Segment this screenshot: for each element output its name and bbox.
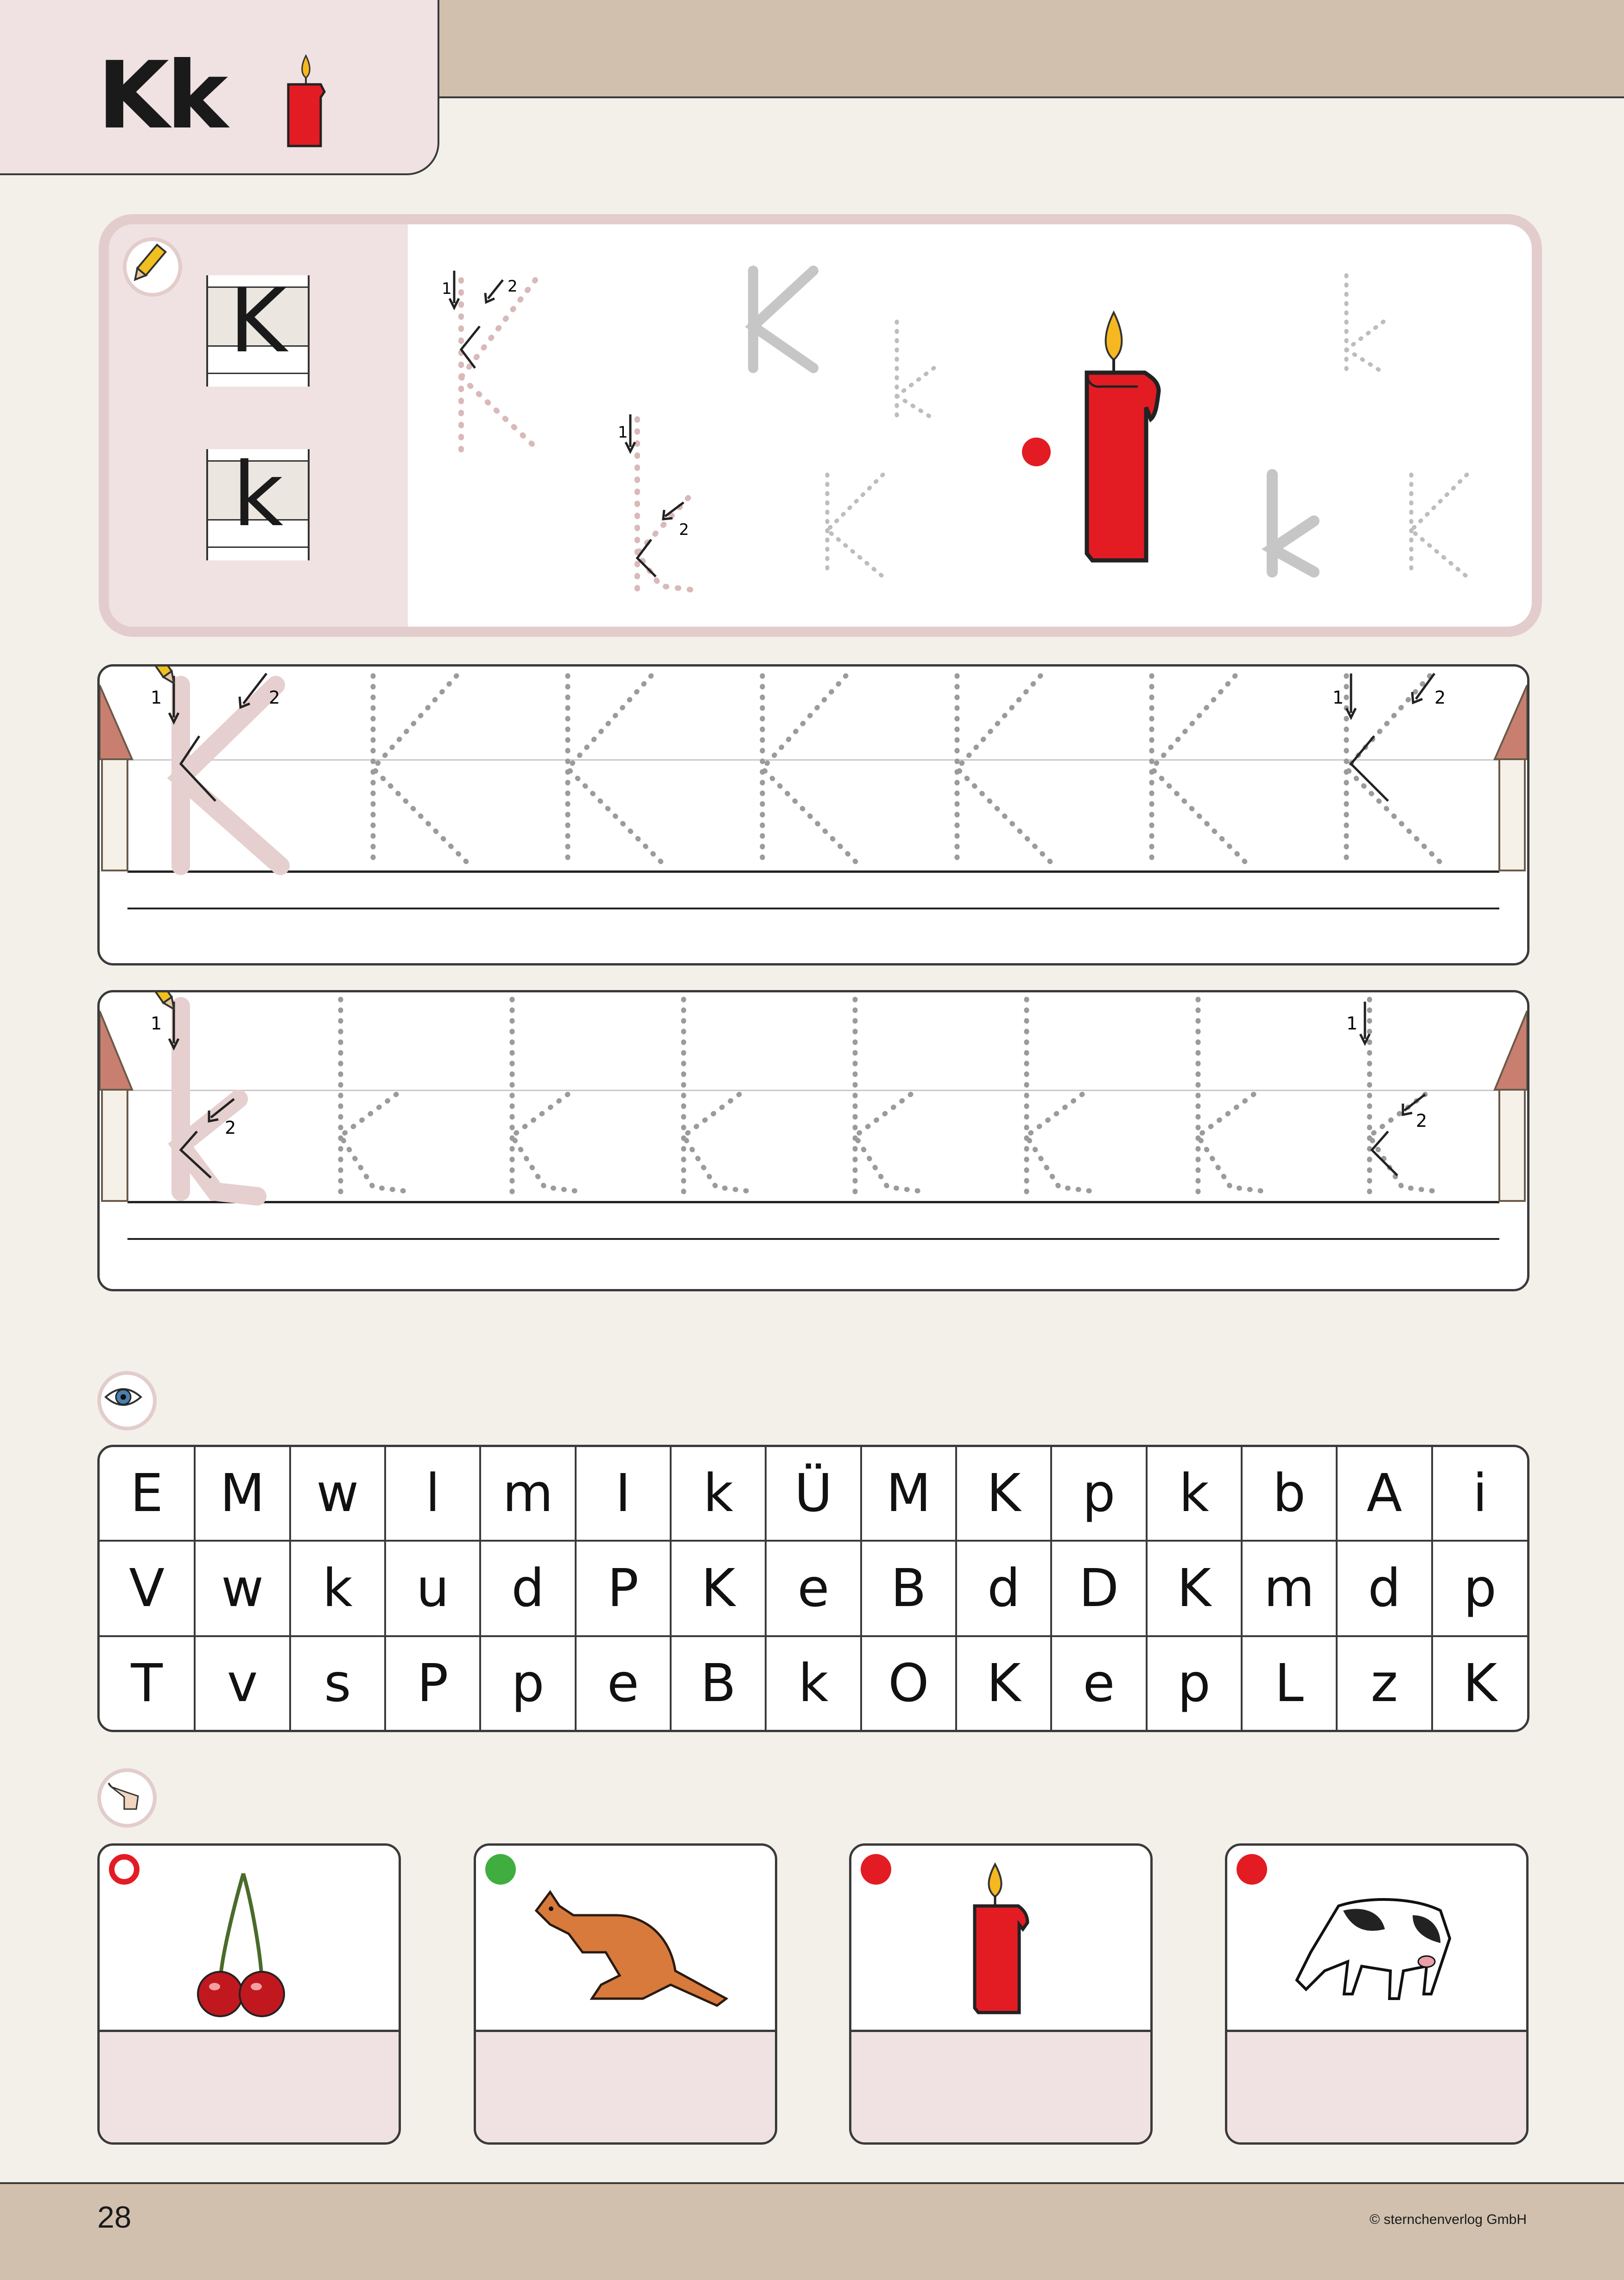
upper-letter-card: K	[206, 275, 310, 387]
candle-icon	[278, 51, 334, 153]
letter-search-grid	[97, 1445, 1529, 1732]
grid-cell[interactable]: T	[100, 1636, 195, 1730]
answer-field[interactable]	[1227, 2030, 1526, 2142]
sound-dot-outline	[109, 1854, 140, 1885]
pencil-icon	[141, 664, 183, 696]
page-title: Kk	[97, 42, 225, 150]
grid-cell[interactable]: B	[861, 1541, 956, 1636]
grid-cell[interactable]: K	[956, 1636, 1051, 1730]
grid-cell[interactable]: e	[1051, 1636, 1146, 1730]
grid-cell[interactable]: K	[671, 1541, 766, 1636]
svg-text:1: 1	[151, 687, 162, 708]
lower-letter-card: k	[206, 449, 310, 560]
grid-cell[interactable]: p	[1432, 1541, 1527, 1636]
grid-cell[interactable]: O	[861, 1636, 956, 1730]
grid-cell[interactable]: P	[385, 1636, 480, 1730]
svg-text:1: 1	[1346, 1013, 1358, 1034]
grid-row	[100, 1447, 1527, 1541]
eye-icon	[97, 1371, 157, 1430]
sound-dot-red	[861, 1854, 891, 1885]
svg-text:2: 2	[1434, 687, 1446, 708]
picture-card-candle[interactable]	[849, 1843, 1153, 2145]
svg-text:1: 1	[1332, 687, 1344, 708]
cherries-image	[192, 1869, 304, 2017]
grid-cell[interactable]: d	[480, 1541, 575, 1636]
candle-image	[958, 1860, 1041, 2017]
dotted-upper-k	[813, 465, 897, 586]
tracing-letters-upper-k	[100, 667, 1527, 963]
grid-cell[interactable]: z	[1337, 1636, 1432, 1730]
picture-card-kangaroo[interactable]	[474, 1843, 777, 2145]
svg-text:1: 1	[151, 1013, 162, 1034]
answer-field[interactable]	[476, 2030, 775, 2142]
gray-lower-k	[1258, 465, 1332, 586]
grid-cell[interactable]: k	[1147, 1447, 1242, 1541]
sound-dot-green	[485, 1854, 516, 1885]
red-sound-dot	[1022, 438, 1051, 466]
grid-cell[interactable]: Ü	[766, 1447, 861, 1541]
grid-cell[interactable]: d	[1337, 1541, 1432, 1636]
grid-cell[interactable]: v	[195, 1636, 290, 1730]
grid-cell[interactable]: l	[385, 1447, 480, 1541]
grid-row	[100, 1636, 1527, 1730]
stroke-order-upper-k	[433, 266, 572, 461]
copyright-text: © sternchenverlog GmbH	[1370, 2212, 1527, 2227]
grid-cell[interactable]: k	[671, 1447, 766, 1541]
grid-cell[interactable]: E	[100, 1447, 195, 1541]
grid-cell[interactable]: w	[195, 1541, 290, 1636]
grid-cell[interactable]: p	[1147, 1636, 1242, 1730]
answer-field[interactable]	[100, 2030, 399, 2142]
grid-cell[interactable]: B	[671, 1636, 766, 1730]
dotted-lower-k-2	[1337, 271, 1393, 377]
grid-cell[interactable]: i	[1432, 1447, 1527, 1541]
tracing-letters-lower-k	[100, 992, 1527, 1289]
grid-cell[interactable]: p	[1051, 1447, 1146, 1541]
grid-cell[interactable]: b	[1242, 1447, 1337, 1541]
gray-upper-k	[735, 261, 827, 377]
grid-cell[interactable]: V	[100, 1541, 195, 1636]
grid-cell[interactable]: K	[1147, 1541, 1242, 1636]
grid-cell[interactable]: K	[956, 1447, 1051, 1541]
dotted-upper-k-2	[1397, 465, 1481, 586]
grid-cell[interactable]: p	[480, 1636, 575, 1730]
grid-cell[interactable]: d	[956, 1541, 1051, 1636]
pencil-icon	[123, 237, 182, 297]
grid-cell[interactable]: s	[290, 1636, 385, 1730]
picture-card-cherries[interactable]	[97, 1843, 401, 2145]
cow-image	[1292, 1883, 1468, 2003]
grid-cell[interactable]: K	[1432, 1636, 1527, 1730]
svg-text:1: 1	[618, 423, 628, 442]
footer-band	[0, 2182, 1624, 2280]
grid-cell[interactable]: P	[576, 1541, 671, 1636]
pencil-icon	[141, 990, 183, 1022]
picture-card-cow[interactable]	[1225, 1843, 1529, 2145]
pointing-hand-icon	[97, 1768, 157, 1828]
grid-cell[interactable]: L	[1242, 1636, 1337, 1730]
dotted-lower-k	[888, 317, 943, 424]
tracing-row-lower-k[interactable]	[97, 990, 1529, 1291]
grid-cell[interactable]: M	[861, 1447, 956, 1541]
grid-cell[interactable]: M	[195, 1447, 290, 1541]
grid-row	[100, 1541, 1527, 1636]
kangaroo-image	[522, 1883, 736, 2013]
grid-cell[interactable]: e	[576, 1636, 671, 1730]
sound-dot-red	[1237, 1854, 1267, 1885]
grid-cell[interactable]: m	[1242, 1541, 1337, 1636]
svg-text:2: 2	[269, 687, 280, 708]
svg-text:2: 2	[1416, 1111, 1427, 1131]
page-number: 28	[97, 2200, 132, 2234]
grid-cell[interactable]: u	[385, 1541, 480, 1636]
tracing-row-upper-k[interactable]	[97, 664, 1529, 965]
grid-cell[interactable]: k	[290, 1541, 385, 1636]
grid-cell[interactable]: m	[480, 1447, 575, 1541]
svg-text:1: 1	[442, 279, 452, 298]
svg-text:2: 2	[679, 521, 689, 539]
svg-text:2: 2	[225, 1118, 236, 1138]
grid-cell[interactable]: I	[576, 1447, 671, 1541]
header-band	[436, 0, 1624, 98]
svg-text:2: 2	[508, 277, 518, 296]
grid-cell[interactable]: D	[1051, 1541, 1146, 1636]
grid-cell[interactable]: e	[766, 1541, 861, 1636]
answer-field[interactable]	[851, 2030, 1150, 2142]
letter-demo-box	[99, 214, 1542, 637]
grid-cell[interactable]: A	[1337, 1447, 1432, 1541]
candle-icon	[1068, 308, 1184, 567]
grid-cell[interactable]: w	[290, 1447, 385, 1541]
grid-cell[interactable]: k	[766, 1636, 861, 1730]
stroke-order-lower-k	[609, 405, 716, 600]
